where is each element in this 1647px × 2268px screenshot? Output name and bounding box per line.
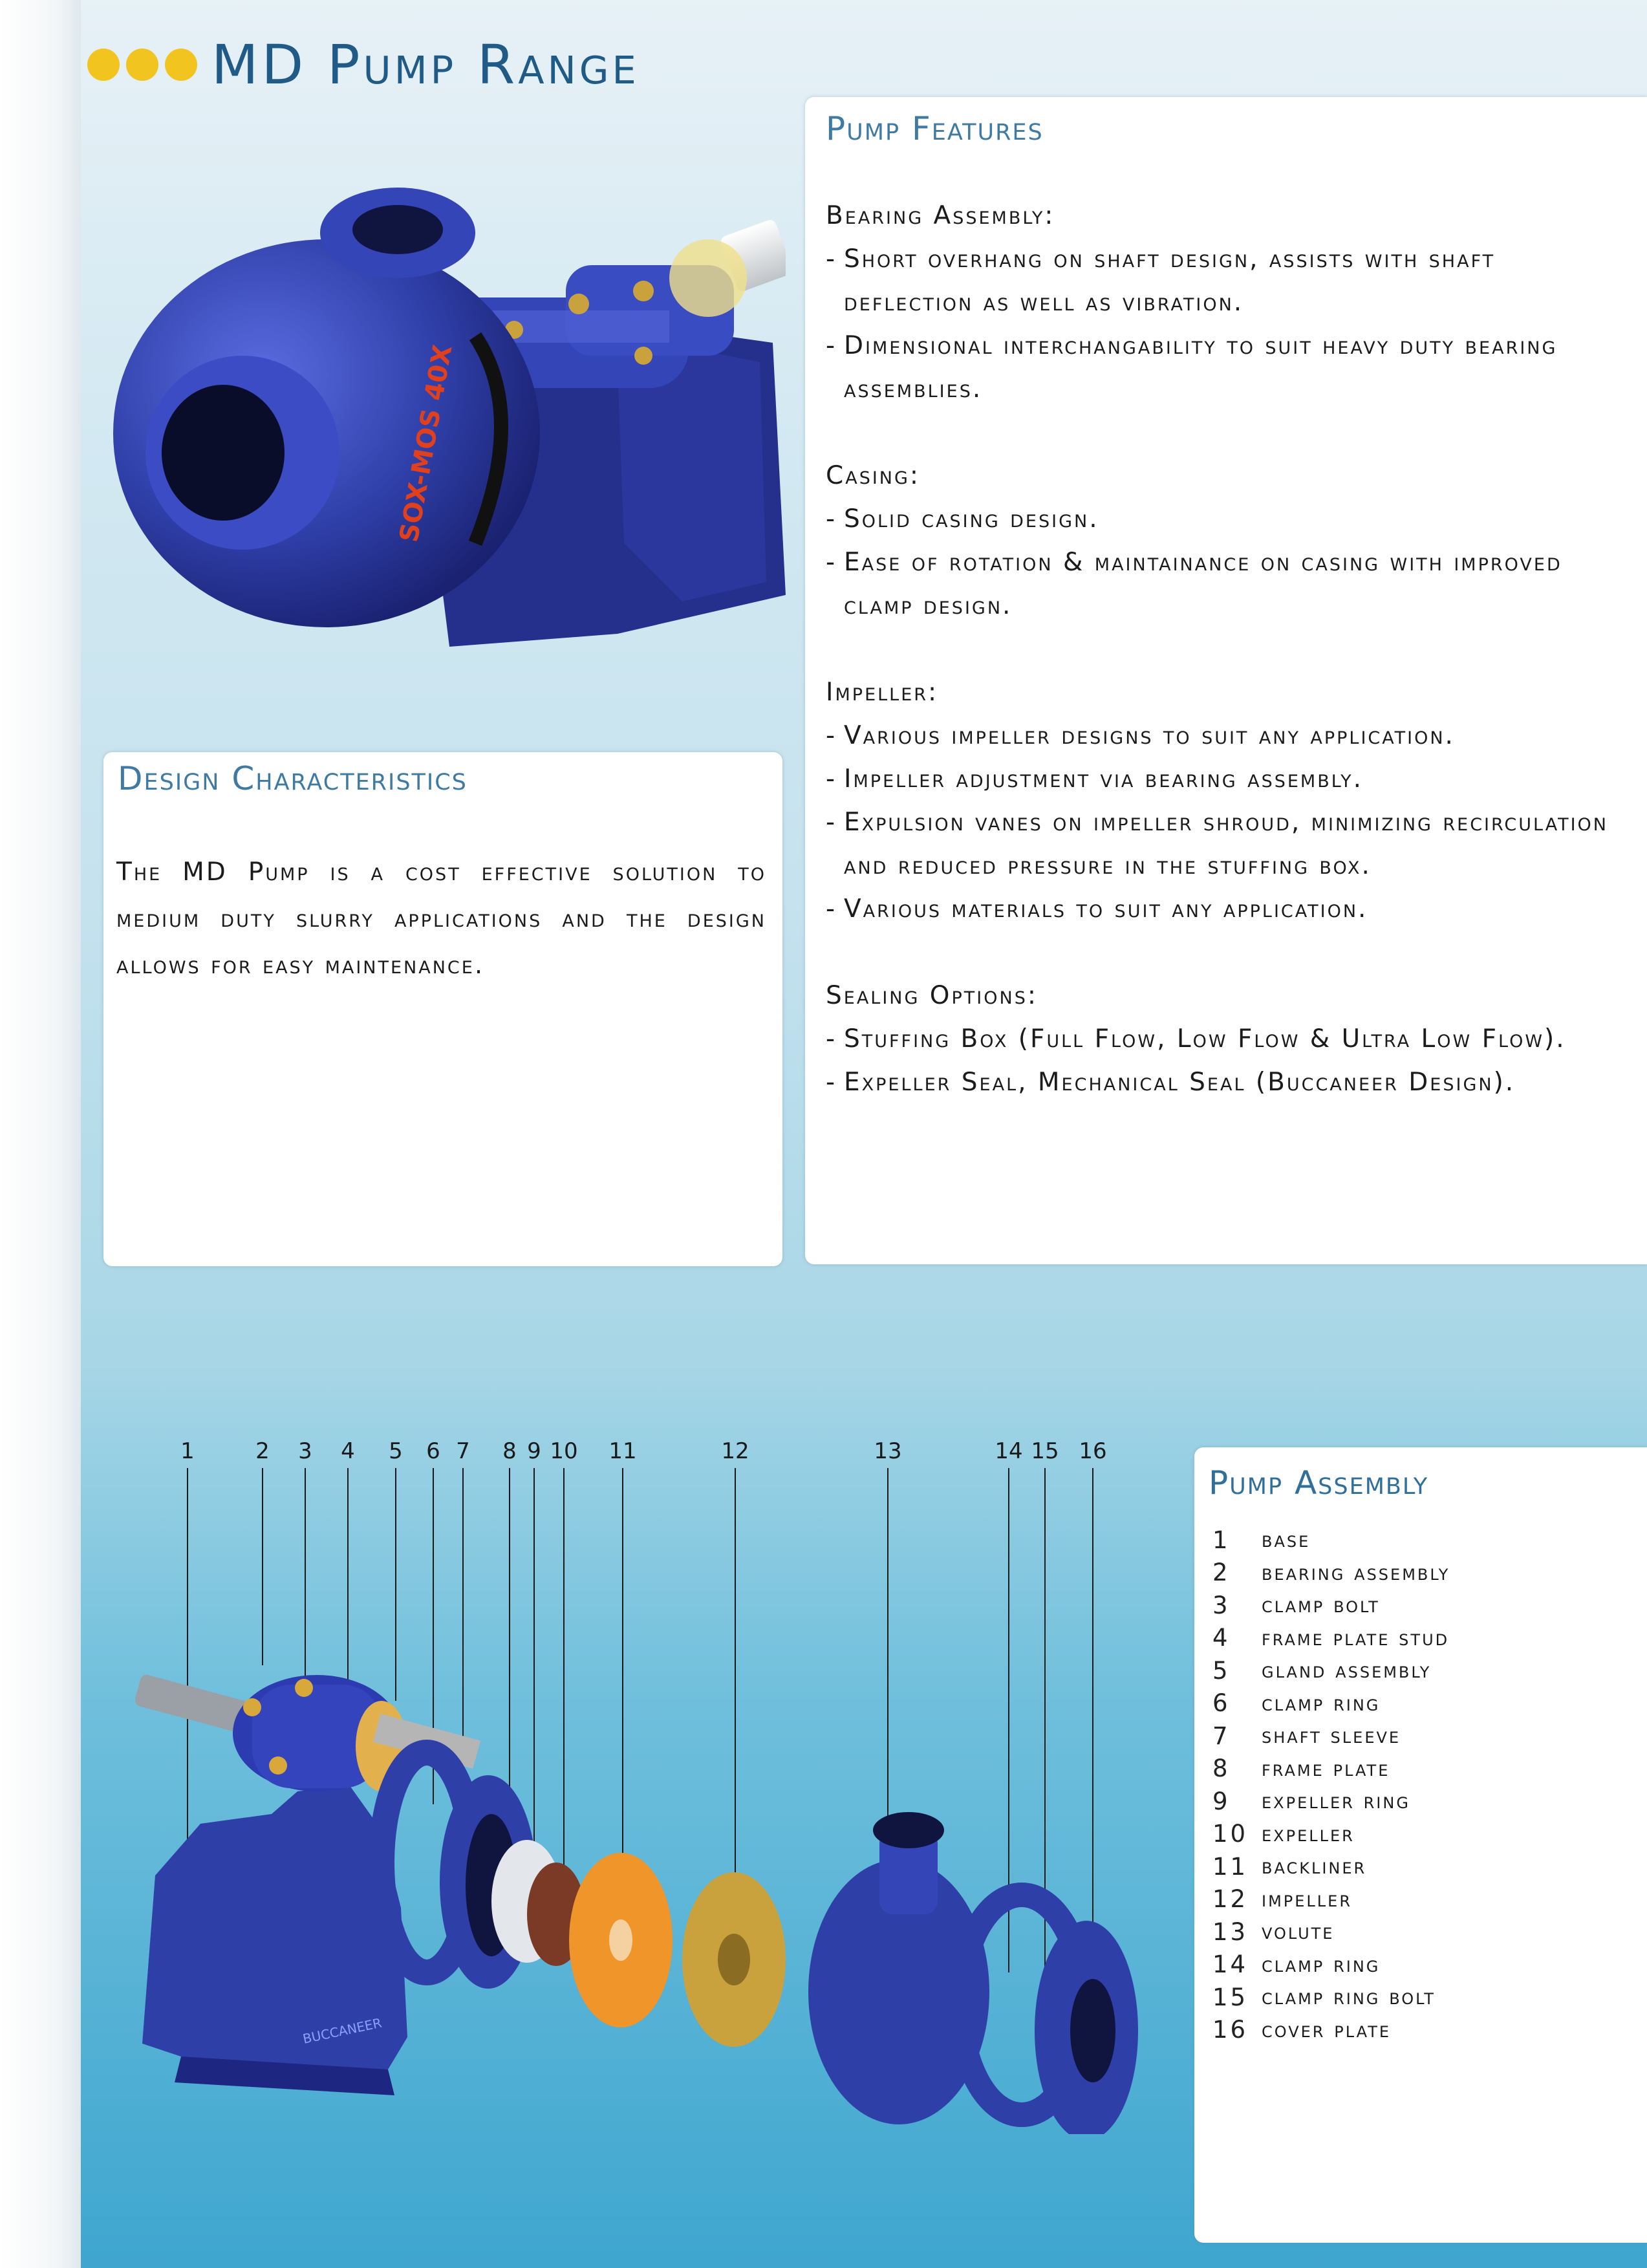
page-title: MD Pump Range [211, 33, 640, 96]
parts-list [1212, 1524, 1450, 2046]
left-margin-strip [0, 0, 81, 2268]
list-item: 15 clamp ring bolt [1212, 1983, 1436, 2011]
callout-16: 16 [1079, 1438, 1107, 1464]
list-item: - Various materials to suit any application. [826, 894, 1368, 923]
callout-3: 3 [298, 1438, 312, 1464]
list-item: 4 frame plate stud [1212, 1624, 1450, 1652]
section-title-impeller: Impeller: [826, 678, 939, 707]
base-marking: BUCCANEER [301, 2014, 383, 2047]
callout-14: 14 [995, 1438, 1023, 1464]
pump-assembly-heading: Pump Assembly [1209, 1464, 1429, 1502]
list-item: 5 gland assembly [1212, 1656, 1432, 1685]
callout-6: 6 [426, 1438, 440, 1464]
callout-4: 4 [341, 1438, 355, 1464]
list-item: - Stuffing Box (Full Flow, Low Flow & Ultra Low Flow). [826, 1024, 1566, 1053]
list-item: - Solid casing design. [826, 504, 1099, 534]
list-item: - Impeller adjustment via bearing assembly. [826, 764, 1364, 794]
list-item: 16 cover plate [1212, 2016, 1392, 2044]
list-item: - Expeller Seal, Mechanical Seal (Buccaneer Design). [826, 1068, 1516, 1097]
pump-features-heading: Pump Features [826, 110, 1044, 147]
section-title-sealing: Sealing Options: [826, 981, 1038, 1010]
bullet-dot-1 [87, 49, 120, 81]
bullet-dot-2 [126, 49, 158, 81]
design-characteristics-text: The MD Pump is a cost effective solution to medium duty slurry applications and the design allows for easy maintenance. [116, 858, 766, 980]
callout-1: 1 [180, 1438, 195, 1464]
casting-marking: SOX-MOS 40X [394, 342, 458, 545]
section-title-casing: Casing: [826, 461, 921, 490]
list-item: 11 backliner [1212, 1852, 1367, 1881]
list-item: 7 shaft sleeve [1212, 1722, 1401, 1750]
list-item: - Ease of rotation & maintainance on casing with improved clamp design. [826, 548, 1562, 620]
list-item: 2 bearing assembly [1212, 1559, 1450, 1587]
list-item: - Dimensional interchangability to suit heavy duty bearing assemblies. [826, 331, 1558, 404]
list-item: 6 clamp ring [1212, 1689, 1381, 1718]
pump-assembly-panel [1194, 1447, 1647, 2243]
callout-7: 7 [456, 1438, 470, 1464]
list-item: 13 volute [1212, 1917, 1335, 1946]
callout-9: 9 [527, 1438, 541, 1464]
page-header [87, 26, 640, 103]
list-item: 3 clamp bolt [1212, 1591, 1380, 1619]
list-item: 1 base [1212, 1526, 1311, 1554]
callout-11: 11 [608, 1438, 637, 1464]
design-characteristics-heading: Design Characteristics [118, 760, 468, 797]
list-item: 14 clamp ring [1212, 1950, 1381, 1979]
list-item: 10 expeller [1212, 1820, 1355, 1848]
bullet-dot-3 [165, 49, 197, 81]
design-characteristics-panel [103, 752, 782, 1266]
callout-2: 2 [255, 1438, 270, 1464]
list-item: - Short overhang on shaft design, assists with shaft deflection as well as vibration. [826, 244, 1496, 317]
section-title-bearing: Bearing Assembly: [826, 201, 1055, 230]
callout-13: 13 [874, 1438, 902, 1464]
pump-features-body [826, 194, 1628, 1104]
callout-5: 5 [389, 1438, 403, 1464]
callout-10: 10 [550, 1438, 578, 1464]
list-item: - Expulsion vanes on impeller shroud, minimizing recirculation and reduced pressure in the stuffing box. [826, 808, 1608, 880]
callout-12: 12 [721, 1438, 749, 1464]
list-item: 12 impeller [1212, 1885, 1353, 1914]
list-item: 8 frame plate [1212, 1755, 1390, 1783]
callout-numbers [180, 1438, 1106, 1464]
exploded-assembly-diagram [103, 1423, 1138, 2134]
callout-8: 8 [502, 1438, 517, 1464]
pump-features-panel [805, 97, 1647, 1264]
list-item: 9 expeller ring [1212, 1787, 1410, 1815]
callout-15: 15 [1031, 1438, 1059, 1464]
list-item: - Various impeller designs to suit any application. [826, 721, 1455, 750]
pump-photo [113, 181, 786, 698]
